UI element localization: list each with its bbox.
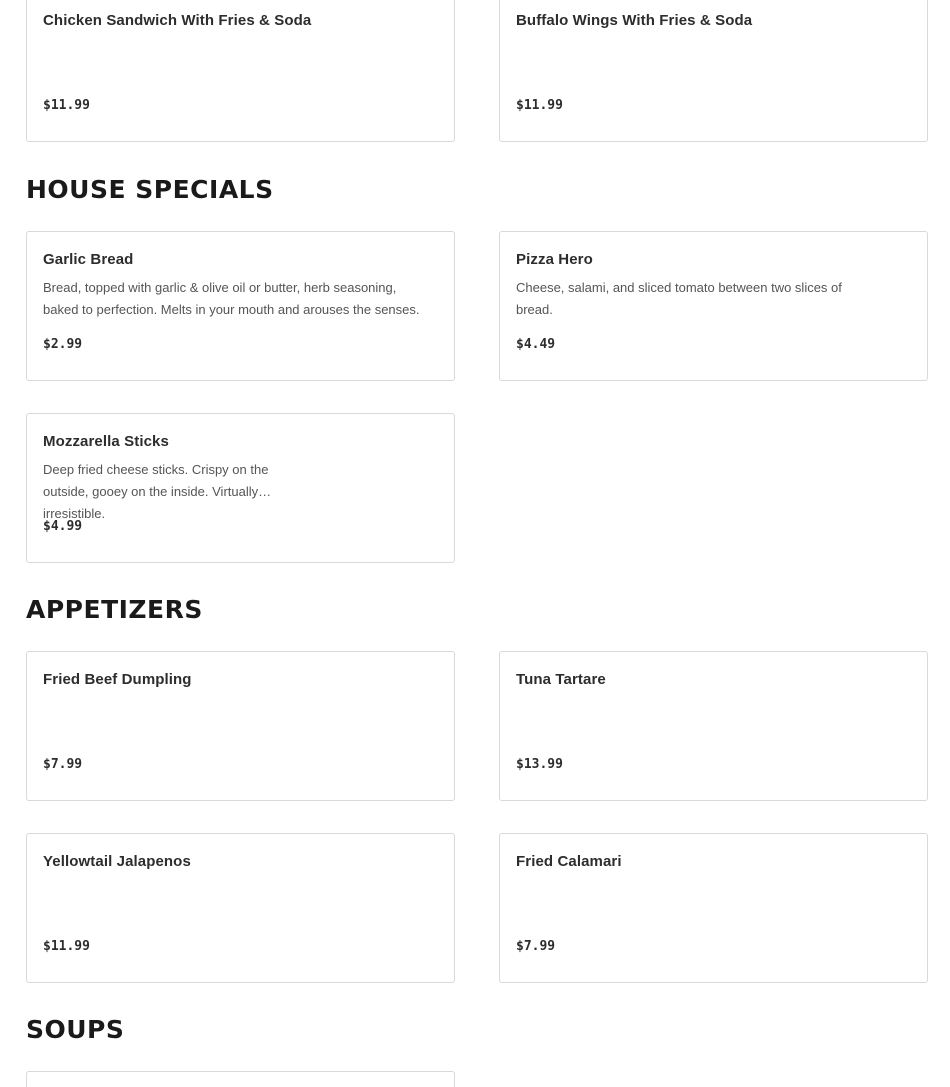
section-title-house-specials: HOUSE SPECIALS (26, 175, 274, 204)
section-title-appetizers: APPETIZERS (26, 595, 203, 624)
menu-item-name: Fried Calamari (516, 853, 622, 870)
menu-item-card[interactable] (499, 651, 928, 801)
menu-item-price: $7.99 (516, 939, 556, 954)
menu-item-name: Fried Beef Dumpling (43, 671, 192, 688)
menu-item-card[interactable] (26, 833, 455, 983)
menu-item-name: Pizza Hero (516, 251, 593, 268)
menu-item-card[interactable] (26, 413, 455, 563)
menu-item-card[interactable] (26, 651, 455, 801)
menu-item-price: $11.99 (43, 939, 90, 954)
menu-item-card[interactable] (26, 1071, 455, 1087)
menu-item-description: Deep fried cheese sticks. Crispy on the outside, gooey on the inside. Virtually irresistible. (43, 462, 269, 521)
menu-item-name: Mozzarella Sticks (43, 433, 169, 450)
section-title-soups: SOUPS (26, 1015, 125, 1044)
menu-item-name: Yellowtail Jalapenos (43, 853, 191, 870)
menu-item-name: Garlic Bread (43, 251, 134, 268)
menu-item-card[interactable] (499, 833, 928, 983)
menu-item-price: $7.99 (43, 757, 83, 772)
menu-item-price: $4.49 (516, 337, 556, 352)
menu-item-price: $2.99 (43, 337, 83, 352)
menu-item-price: $11.99 (43, 98, 90, 113)
menu-item-price: $4.99 (43, 519, 83, 534)
menu-item-name: Tuna Tartare (516, 671, 606, 688)
menu-item-name: Chicken Sandwich With Fries & Soda (43, 12, 312, 29)
menu-item-card[interactable] (499, 0, 928, 142)
menu-item-name: Buffalo Wings With Fries & Soda (516, 12, 753, 29)
menu-item-price: $11.99 (516, 98, 563, 113)
menu-item-price: $13.99 (516, 757, 563, 772)
menu-item-card[interactable] (499, 231, 928, 381)
menu-item-description: Bread, topped with garlic & olive oil or butter, herb seasoning, baked to perfection. Melts in your mouth and arouses the senses. (43, 280, 420, 317)
menu-item-description: Cheese, salami, and sliced tomato between two slices of bread. (516, 280, 842, 317)
menu-item-card[interactable] (26, 231, 455, 381)
menu-item-card[interactable] (26, 0, 455, 142)
